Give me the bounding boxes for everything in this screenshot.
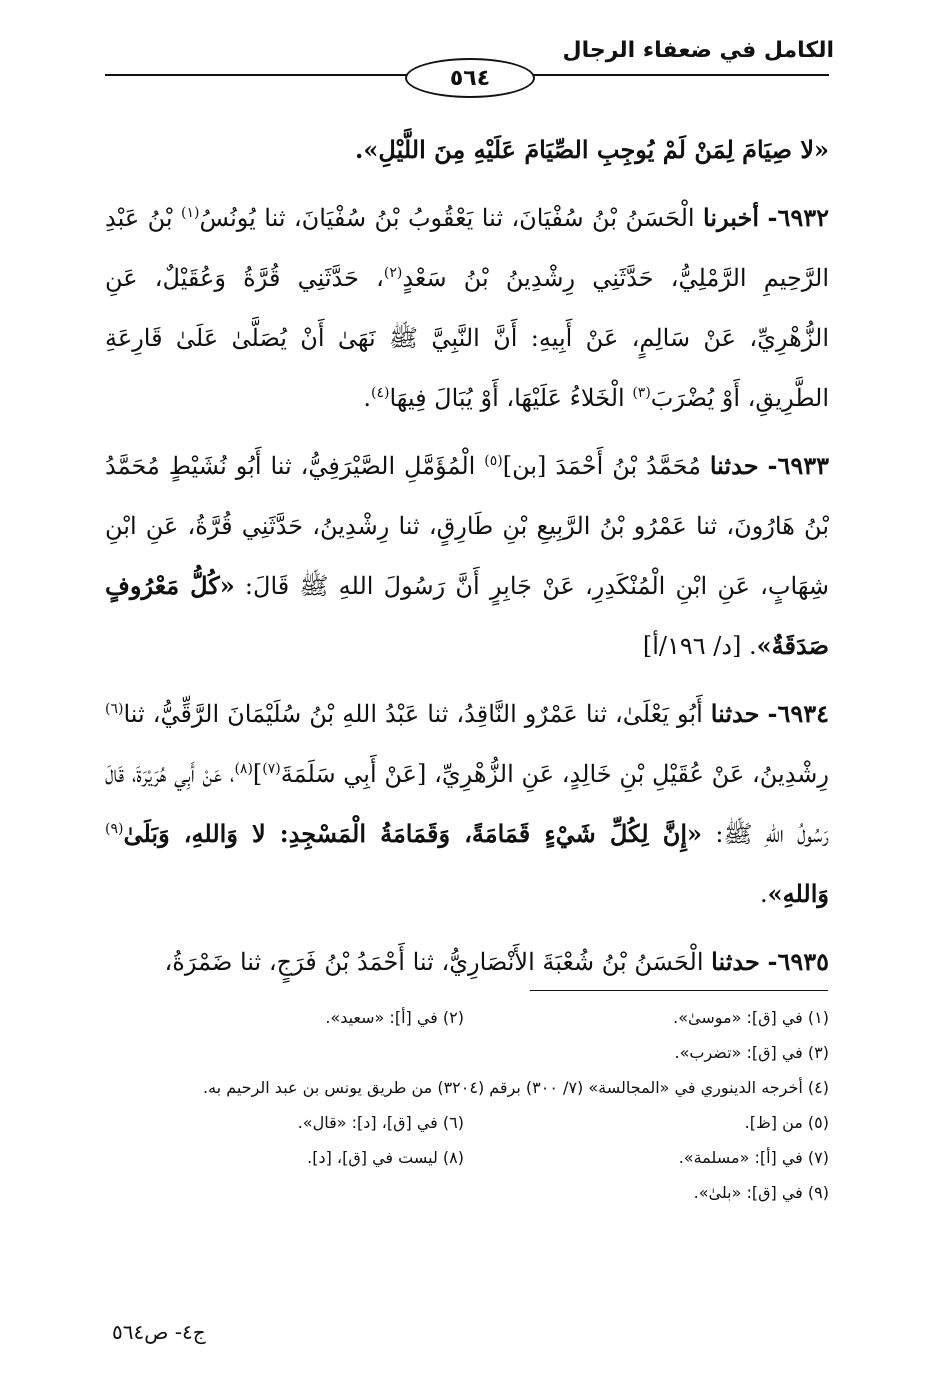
hadith-6934	[105, 684, 829, 924]
footnote-3: (٣) في [ق]: «تضرب».	[674, 1043, 829, 1062]
volume-page-reference: ج٤- ص٥٦٤	[112, 1320, 206, 1344]
footnote-row	[89, 1140, 829, 1175]
paragraph-continuation	[105, 120, 829, 180]
footnote-2: (٢) في [أ]: «سعيد».	[325, 1008, 464, 1027]
narration-verb: حدثنا	[710, 699, 760, 728]
footnote-ref: (٦)	[105, 701, 124, 717]
footnote-row	[89, 1070, 829, 1105]
isnad-text: الْحَسَنُ بْنُ شُعْبَةَ الأَنْصَارِيُّ، ثنا أَحْمَدُ بْنُ فَرَجٍ، ثنا ضَمْرَةُ،	[164, 948, 712, 976]
isnad-text: الْخَلاءُ عَلَيْهَا، أَوْ يُبَالَ فِيهَا	[389, 384, 633, 412]
footnote-5: (٥) من [ظ].	[744, 1113, 829, 1132]
isnad-text: ]	[252, 760, 263, 788]
hadith-number: ٦٩٣٤-	[767, 699, 829, 728]
narration-verb: حدثنا	[709, 451, 759, 480]
footnote-8: (٨) ليست في [ق]، [د].	[307, 1148, 464, 1167]
footnote-ref: (٢)	[383, 265, 403, 281]
footnote-ref: (٨)	[234, 761, 253, 777]
isnad-text: .	[363, 384, 371, 412]
footnote-ref: (٩)	[105, 821, 124, 837]
footnote-7: (٧) في [أ]: «مسلمة».	[678, 1148, 829, 1167]
footnote-4: (٤) أخرجه الدينوري في «المجالسة» (٧/ ٣٠٠) برقم (٣٢٠٤) من طريق يونس بن عبد الرحيم به.	[203, 1078, 829, 1097]
footnote-9: (٩) في [ق]: «بلىٰ».	[693, 1183, 829, 1202]
footnote-ref: (٧)	[262, 761, 281, 777]
running-title: الكامل في ضعفاء الرجال	[562, 38, 834, 63]
footnote-6: (٦) في [ق]، [د]: «قال».	[297, 1113, 464, 1132]
footnote-separator	[530, 990, 828, 991]
footnote-row	[89, 1105, 829, 1140]
isnad-text: ، عَنْ أَبِي هُرَيْرَةَ، قَالَ رَسُولُ اللهِ ﷺ:	[105, 760, 829, 848]
narration-verb: حدثنا	[711, 947, 760, 976]
hadith-6932	[105, 188, 829, 428]
isnad-text: .	[759, 880, 768, 908]
manuscript-ref: . [د/ ١٩٦/أ]	[642, 632, 757, 660]
footnotes	[89, 1000, 829, 1210]
matn-text: «كُلُّ مَعْرُوفٍ صَدَقَةٌ»	[105, 571, 829, 660]
isnad-text: بْنُ عَبْدِ الرَّحِيمِ الرَّمْلِيُّ، حَدَّثَنِي رِشْدِينُ بْنُ سَعْدٍ	[105, 204, 829, 292]
footnote-row	[89, 1035, 829, 1070]
page-number: ٥٦٤	[405, 58, 535, 98]
hadith-number: ٦٩٣٥-	[767, 947, 829, 976]
hadith-text: «لا صِيَامَ لِمَنْ لَمْ يُوجِبِ الصِّيَامَ عَلَيْهِ مِنَ اللَّيْلِ».	[355, 135, 829, 164]
isnad-text: الْحَسَنُ بْنُ سُفْيَانَ، ثنا يَعْقُوبُ بْنُ سُفْيَانَ، ثنا يُونُسُ	[199, 204, 704, 232]
hadith-number: ٦٩٣٣-	[767, 451, 829, 480]
isnad-text: مُحَمَّدُ بْنُ أَحْمَدَ [بن]	[502, 452, 710, 480]
isnad-text: أَبُو يَعْلَىٰ، ثنا عَمْرٌو النَّاقِدُ، ثنا عَبْدُ اللهِ بْنُ سُلَيْمَانَ الرَّقِّيُّ، ثنا	[123, 700, 711, 728]
matn-text: «إِنَّ لِكُلِّ شَيْءٍ قَمَامَةً، وَقَمَامَةُ الْمَسْجِدِ: لا وَاللهِ، وَبَلَىٰ	[123, 819, 702, 848]
footnote-ref: (٣)	[632, 385, 651, 401]
isnad-text: رِشْدِينُ، عَنْ عُقَيْلِ بْنِ خَالِدٍ، عَنِ الزُّهْرِيِّ، [عَنْ أَبِي سَلَمَةَ	[280, 760, 829, 788]
hadith-number: ٦٩٣٢-	[767, 203, 830, 232]
isnad-text: ، حَدَّثَنِي قُرَّةُ وَعُقَيْلٌ، عَنِ الزُّهْرِيِّ، عَنْ سَالِمٍ، عَنْ أَبِيهِ: أَنَّ النَّبِيَّ ﷺ نَهَىٰ أَنْ يُصَلَّىٰ عَلَىٰ قَارِعَةِ الطَّرِيقِ، أَوْ يُضْرَبَ	[105, 264, 829, 412]
footnote-1: (١) في [ق]: «موسىٰ».	[673, 1008, 829, 1027]
isnad-text: الْمُؤَمَّلِ الصَّيْرَفِيُّ، ثنا أَبُو نُشَيْطٍ مُحَمَّدُ بْنُ هَارُونَ، ثنا عَمْرُو بْنُ الرَّبِيعِ بْنِ طَارِقٍ، ثنا رِشْدِينُ، حَدَّثَنِي قُرَّةُ، عَنِ ابْنِ شِهَابٍ، عَنِ ابْنِ الْمُنْكَدِرِ، عَنْ جَابِرٍ أَنَّ رَسُولَ اللهِ ﷺ قَالَ:	[105, 452, 829, 600]
footnote-row	[89, 1175, 829, 1210]
hadith-6935	[105, 932, 829, 992]
hadith-6933	[105, 436, 829, 676]
narration-verb: أخبرنا	[703, 203, 760, 232]
main-text	[105, 120, 829, 992]
footnote-ref: (٤)	[370, 385, 390, 401]
footnote-row	[89, 1000, 829, 1035]
matn-text: وَاللهِ»	[767, 879, 829, 908]
footnote-ref: (٥)	[484, 453, 503, 469]
footnote-ref: (١)	[181, 205, 200, 221]
